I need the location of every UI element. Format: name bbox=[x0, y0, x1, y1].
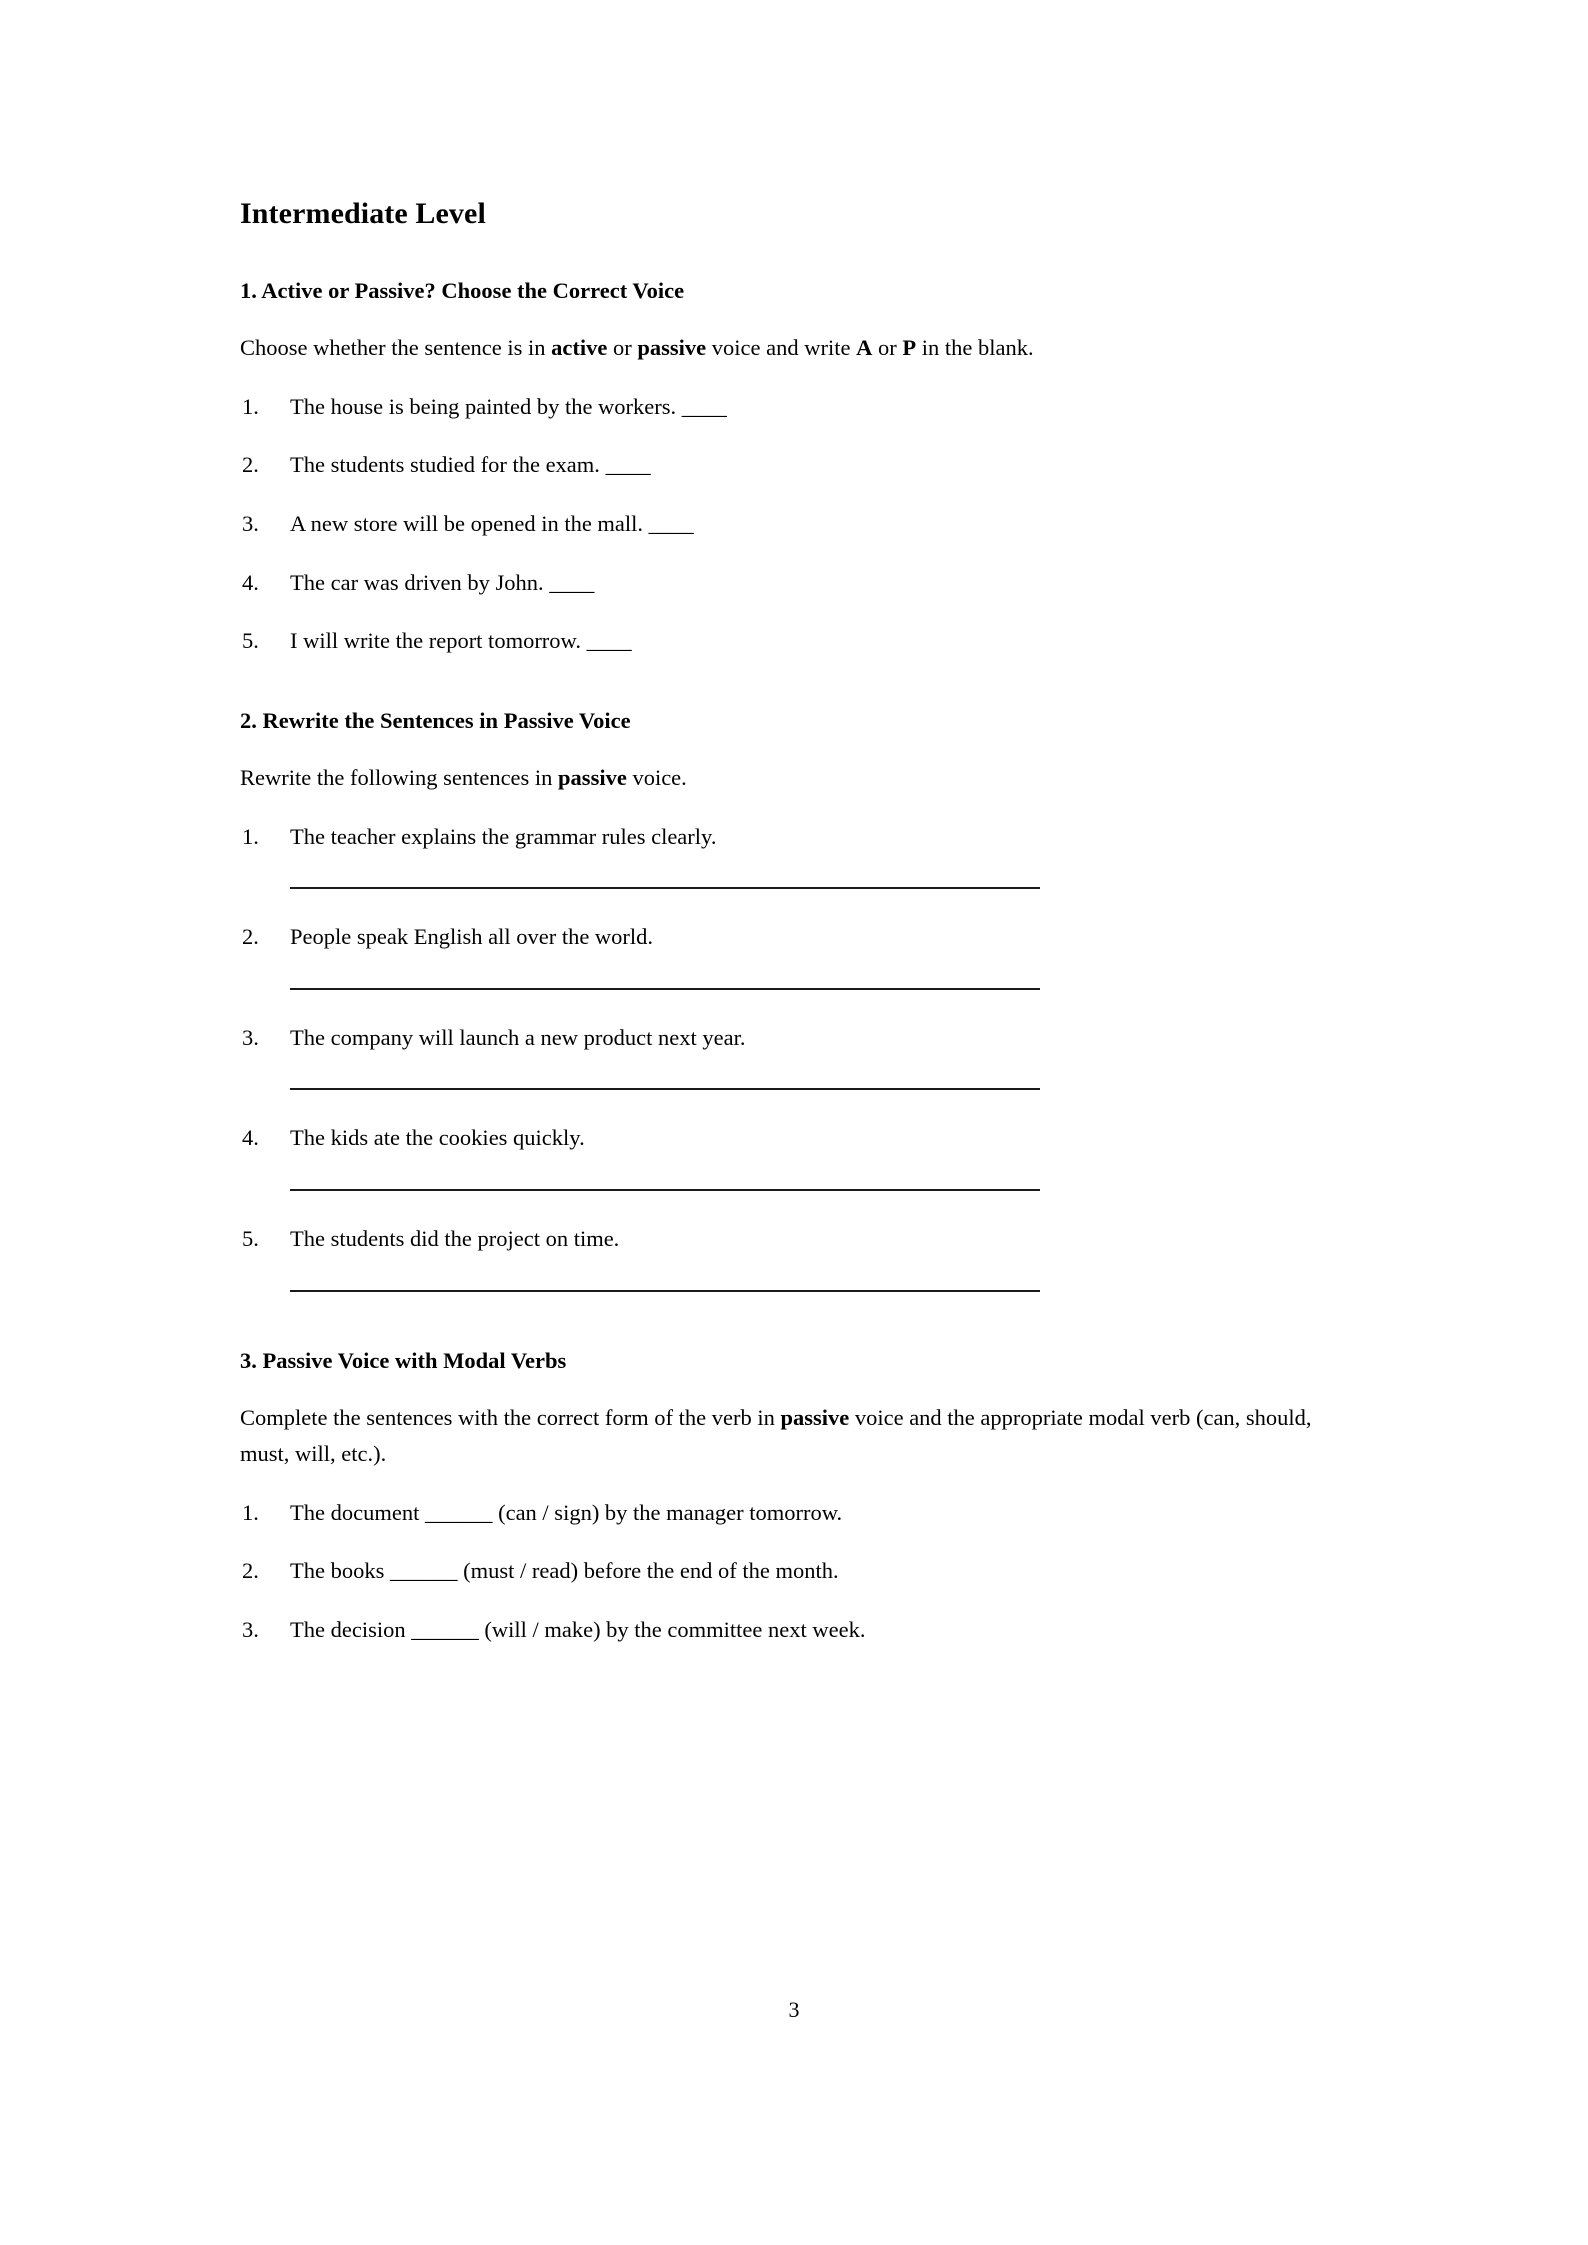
list-item-number: 3. bbox=[242, 510, 259, 536]
page-content bbox=[240, 196, 1342, 1647]
answer-blank[interactable]: ____ bbox=[605, 452, 651, 478]
section-heading-3: 3. Passive Voice with Modal Verbs bbox=[240, 1347, 567, 1373]
list-item bbox=[240, 1022, 1342, 1055]
instruction-bold-a: A bbox=[856, 335, 873, 361]
answer-blank[interactable]: ____ bbox=[586, 628, 632, 654]
answer-write-line[interactable] bbox=[290, 887, 1040, 889]
section-heading-1: 1. Active or Passive? Choose the Correct Voice bbox=[240, 278, 685, 303]
list-item-number: 5. bbox=[242, 1226, 259, 1251]
list-item bbox=[240, 625, 1342, 658]
list-item-text: The house is being painted by the workers. bbox=[290, 393, 677, 419]
list-item-number: 1. bbox=[242, 823, 259, 849]
instruction-text-part: or bbox=[607, 335, 638, 361]
list-item-text: The teacher explains the grammar rules clearly. bbox=[290, 823, 717, 849]
answer-blank[interactable]: ____ bbox=[681, 393, 727, 419]
list-item bbox=[240, 567, 1342, 600]
list-item-text: People speak English all over the world. bbox=[290, 924, 654, 950]
list-item-number: 1. bbox=[242, 393, 259, 419]
answer-blank[interactable]: ______ bbox=[390, 1558, 458, 1584]
answer-write-line[interactable] bbox=[290, 1290, 1040, 1292]
list-item bbox=[240, 508, 1342, 541]
instruction-bold-active: active bbox=[551, 335, 608, 361]
instruction-text-part: Rewrite the following sentences in bbox=[240, 765, 559, 791]
list-item bbox=[240, 1122, 1342, 1155]
list-item bbox=[240, 1555, 1342, 1588]
list-item-text: The students did the project on time. bbox=[290, 1226, 620, 1251]
list-item-text: The car was driven by John. bbox=[290, 569, 544, 595]
list-item-number: 2. bbox=[242, 924, 259, 950]
section-1-item-list bbox=[240, 391, 1342, 658]
instruction-text-part: Complete the sentences with the correct form of the verb in bbox=[240, 1404, 781, 1430]
section-3-instruction bbox=[240, 1400, 1342, 1473]
instruction-bold-passive: passive bbox=[637, 335, 707, 361]
answer-write-line[interactable] bbox=[290, 1189, 1040, 1191]
section-3-item-list bbox=[240, 1497, 1342, 1647]
list-item-text-post: (can / sign) by the manager tomorrow. bbox=[492, 1499, 843, 1525]
instruction-text-part: Choose whether the sentence is in bbox=[240, 335, 552, 361]
page-number: 3 bbox=[788, 1997, 800, 2022]
list-item-text: I will write the report tomorrow. bbox=[290, 628, 581, 654]
section-heading-2: 2. Rewrite the Sentences in Passive Voice bbox=[240, 707, 631, 733]
list-item bbox=[240, 821, 1342, 854]
answer-write-line[interactable] bbox=[290, 988, 1040, 990]
answer-blank[interactable]: ______ bbox=[411, 1617, 479, 1642]
list-item-text-post: (must / read) before the end of the month. bbox=[457, 1558, 839, 1584]
list-item bbox=[240, 1497, 1342, 1530]
list-item-text: The students studied for the exam. bbox=[290, 452, 600, 478]
list-item-text: The kids ate the cookies quickly. bbox=[290, 1125, 585, 1151]
list-item-text-pre: The document bbox=[290, 1499, 425, 1525]
list-item bbox=[240, 449, 1342, 482]
page-title: Intermediate Level bbox=[240, 197, 486, 230]
instruction-text-part: voice. bbox=[626, 765, 687, 791]
section-1-instruction bbox=[240, 330, 1342, 366]
list-item-text: A new store will be opened in the mall. bbox=[290, 510, 644, 536]
list-item bbox=[240, 921, 1342, 954]
list-item-number: 2. bbox=[242, 1558, 259, 1584]
answer-blank[interactable]: ______ bbox=[424, 1499, 493, 1525]
answer-blank[interactable]: ____ bbox=[549, 569, 595, 595]
instruction-bold-passive: passive bbox=[558, 765, 627, 791]
list-item-number: 4. bbox=[242, 569, 259, 595]
list-item-text-pre: The books bbox=[290, 1558, 390, 1584]
answer-write-line[interactable] bbox=[290, 1088, 1040, 1090]
list-item-number: 4. bbox=[242, 1125, 259, 1151]
section-2-instruction bbox=[240, 760, 1342, 796]
list-item-number: 3. bbox=[242, 1617, 259, 1642]
list-item-number: 2. bbox=[242, 452, 259, 478]
list-item-number: 1. bbox=[242, 1499, 259, 1525]
list-item-text-pre: The decision bbox=[290, 1617, 412, 1642]
instruction-bold-p: P bbox=[902, 335, 917, 361]
list-item-text-post: (will / make) by the committee next week. bbox=[478, 1617, 866, 1642]
list-item bbox=[240, 1223, 1342, 1256]
instruction-bold-passive: passive bbox=[780, 1404, 850, 1430]
section-spacer bbox=[240, 1324, 1342, 1346]
list-item-number: 3. bbox=[242, 1024, 259, 1050]
answer-blank[interactable]: ____ bbox=[648, 510, 694, 536]
section-2-item-list bbox=[240, 821, 1342, 1292]
list-item bbox=[240, 1614, 1342, 1647]
instruction-text-part: voice and the appropriate modal verb (can, should, must, will, etc.). bbox=[240, 1404, 1312, 1467]
instruction-text-part: or bbox=[872, 335, 903, 361]
list-item-text: The company will launch a new product next year. bbox=[290, 1024, 746, 1050]
instruction-text-part: voice and write bbox=[706, 335, 857, 361]
list-item bbox=[240, 391, 1342, 424]
list-item-number: 5. bbox=[242, 628, 259, 654]
instruction-text-part: in the blank. bbox=[916, 335, 1034, 361]
